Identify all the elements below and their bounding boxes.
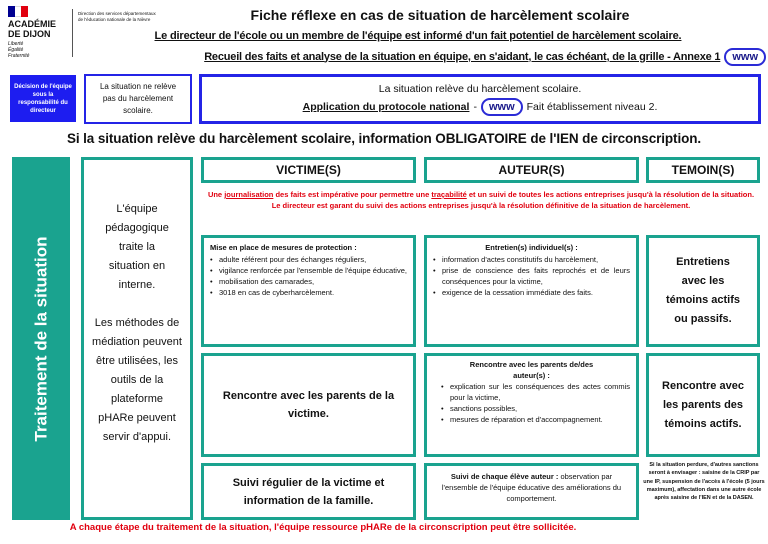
list-item: • vigilance renforcée par l'ensemble de l'équipe éducative, [210, 265, 407, 276]
temoin-entretiens-box: Entretiens avec les témoins actifs ou passifs. [646, 235, 760, 347]
logo-motto: Égalité [8, 47, 24, 53]
list-item: • explication sur les conséquences des actes commis pour la victime, [441, 381, 630, 403]
header-line-1: Le directeur de l'école ou un membre de l'équipe est informé d'un fait potentiel de harcèlement scolaire. [154, 30, 682, 42]
header-line-2 [90, 48, 766, 66]
entretien-list [433, 254, 630, 298]
side-label: Traitement de la situation [31, 236, 50, 441]
journalisation-notice: Une journalisation des faits est impérative pour permettre une traçabilité et un suivi de toutes les actions entreprises jusqu'à la résolution de la situation. Le directeur est garant du suivi des actions entreprises jusqu'à la résolution définitive de la situation de harcèlement. [203, 189, 759, 211]
notice-line-2: Le directeur est garant du suivi des actions entreprises jusqu'à la résolution définitive de la situation de harcèlement. [271, 201, 691, 210]
relevant-line-2: Application du protocole national - www Fait établissement niveau 2. [202, 98, 758, 116]
list-item: • adulte référent pour des échanges réguliers, [210, 254, 407, 265]
flag-icon [8, 6, 28, 17]
tracabilite-keyword: traçabilité [431, 190, 467, 199]
protocole-link[interactable]: Application du protocole national [302, 101, 470, 113]
relevant-line-1: La situation relève du harcèlement scolaire. [378, 83, 582, 95]
www-link-annexe[interactable]: www [724, 48, 766, 66]
protection-title: Mise en place de mesures de protection : [210, 243, 357, 252]
auteur-parents-list [441, 381, 630, 425]
header-line-2-text: Recueil des faits et analyse de la situation en équipe, en s'aidant, le cas échéant, de la grille - Annexe 1 [204, 50, 721, 63]
entretien-title: Entretien(s) individuel(s) : [485, 243, 578, 252]
auteur-suivi-text: observation par l'ensemble de l'équipe éducative des améliorations du comportement. [441, 472, 622, 503]
www-link-protocole[interactable]: www [481, 98, 523, 116]
relevant-suffix: Fait établissement niveau 2. [526, 101, 658, 113]
relevant-box [199, 74, 761, 124]
list-item: • prise de conscience des faits reprochés et de leurs conséquences pour la victime, [433, 265, 630, 287]
header-victime: VICTIME(S) [201, 157, 416, 183]
auteur-entretien-box [424, 235, 639, 347]
logo-line: ACADÉMIE [8, 19, 57, 29]
temoin-parents-box: Rencontre avec les parents des témoins actifs. [646, 353, 760, 457]
auteur-parents-title: Rencontre avec les parents de/des auteur(s) : [469, 360, 594, 380]
logo-line: DE DIJON [8, 29, 51, 39]
journalisation-keyword: journalisation [224, 190, 274, 199]
list-item: • 3018 en cas de cyberharcèlement. [210, 287, 407, 298]
page-title: Fiche réflexe en cas de situation de harcèlement scolaire [250, 7, 630, 23]
victime-parents-box: Rencontre avec les parents de la victime. [201, 353, 416, 457]
logo-motto: Liberté [8, 41, 24, 47]
academie-logo [8, 6, 70, 66]
service-name: Direction des services départementaux de l'éducation nationale de la Nièvre [78, 11, 156, 22]
temoin-note: Si la situation perdure, d'autres sanctions seront à envisager : saisine de la CRIP par une IP, suspension de l'accès à l'école (5 jours maximum), affectation dans une autre école après saisine de l'IEN et de la DASEN. [643, 462, 765, 502]
list-item: • mesures de réparation et d'accompagnement. [441, 414, 630, 425]
logo-motto: Fraternité [8, 53, 30, 59]
internal-text-1: L'équipe pédagogique traite la situation en interne. [105, 203, 169, 291]
auteur-suivi-bold: Suivi de chaque élève auteur : [450, 472, 559, 481]
victime-protection-box [201, 235, 416, 347]
decision-badge: Décision de l'équipe sous la responsabilité du directeur [10, 75, 76, 122]
footer-note: A chaque étape du traitement de la situation, l'équipe ressource pHARe de la circonscription peut être sollicitée. [69, 522, 577, 533]
victime-suivi-box: Suivi régulier de la victime et information de la famille. [201, 463, 416, 520]
protection-list [210, 254, 407, 298]
header-auteur: AUTEUR(S) [424, 157, 639, 183]
header-temoin: TEMOIN(S) [646, 157, 760, 183]
list-item: • sanctions possibles, [441, 403, 630, 414]
list-item: • exigence de la cessation immédiate des faits. [433, 287, 630, 298]
auteur-parents-box [424, 353, 639, 457]
list-item: • mobilisation des camarades, [210, 276, 407, 287]
side-label-box [12, 157, 70, 520]
obligation-banner: Si la situation relève du harcèlement scolaire, information OBLIGATOIRE de l'IEN de circonscription. [66, 131, 702, 146]
logo-divider [72, 9, 73, 57]
internal-treatment-box [81, 157, 193, 520]
not-relevant-box: La situation ne relève pas du harcèlement scolaire. [84, 74, 192, 124]
auteur-suivi-box [424, 463, 639, 520]
internal-text-2: Les méthodes de médiation peuvent être utilisées, les outils de la plateforme pHARe peuvent servir d'appui. [92, 317, 182, 443]
list-item: • information d'actes constitutifs du harcèlement, [433, 254, 630, 265]
